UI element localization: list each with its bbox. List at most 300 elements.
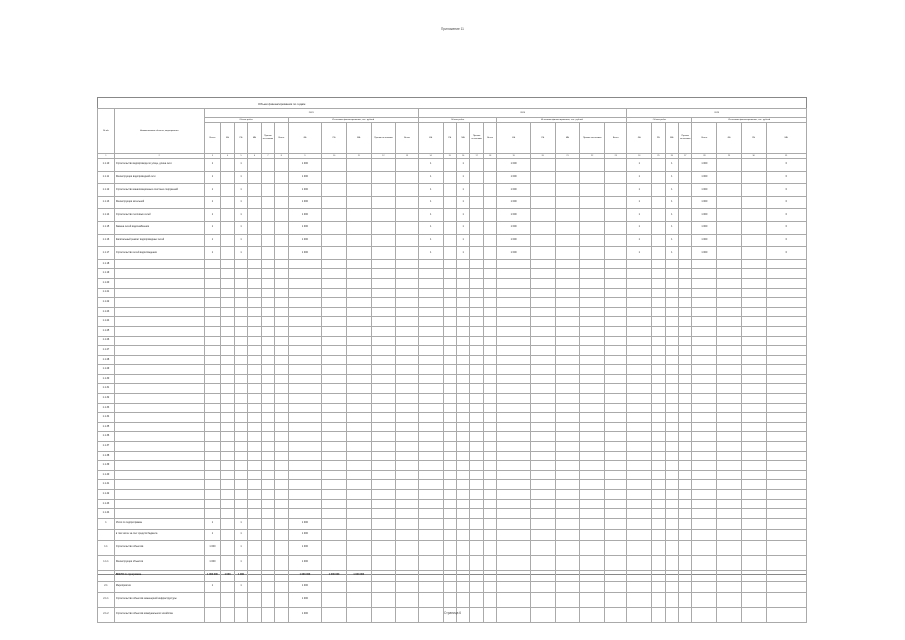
row-value <box>652 234 665 247</box>
row-value <box>717 209 742 222</box>
row-value <box>530 384 555 394</box>
row-value: 1 000 <box>497 171 531 184</box>
column-number: 19 <box>497 154 531 159</box>
row-value <box>741 384 766 394</box>
row-value <box>204 326 221 336</box>
subheader-cell: Прочие источники <box>580 123 605 154</box>
row-value <box>221 451 234 461</box>
row-code: 1.1.33 <box>98 403 115 413</box>
row-value <box>679 159 692 172</box>
row-value <box>580 451 605 461</box>
column-number: 21 <box>555 154 580 159</box>
row-value <box>443 336 456 346</box>
row-value <box>692 518 717 529</box>
row-value <box>248 422 261 432</box>
table-row <box>98 592 807 607</box>
row-value <box>555 298 580 308</box>
row-value: 1 000 <box>288 581 322 592</box>
row-value <box>652 461 665 471</box>
row-value <box>497 442 531 452</box>
row-value <box>275 540 288 555</box>
row-value <box>604 259 626 269</box>
row-value <box>346 540 371 555</box>
row-value <box>418 581 443 592</box>
row-value <box>717 317 742 327</box>
table-row <box>98 298 807 308</box>
row-value <box>456 592 469 607</box>
row-value <box>741 355 766 365</box>
table-row <box>98 490 807 500</box>
column-number: 12 <box>371 154 396 159</box>
row-value <box>679 307 692 317</box>
row-value <box>679 221 692 234</box>
row-value <box>261 518 274 529</box>
row-value: 1 <box>627 209 652 222</box>
row-value: 1 <box>456 234 469 247</box>
row-value <box>443 592 456 607</box>
row-value <box>443 499 456 509</box>
row-value <box>679 196 692 209</box>
row-value <box>346 499 371 509</box>
row-value <box>221 461 234 471</box>
row-value <box>766 451 807 461</box>
row-value <box>371 298 396 308</box>
row-value <box>221 365 234 375</box>
row-value <box>248 247 261 260</box>
row-value <box>248 307 261 317</box>
row-value <box>221 540 234 555</box>
row-value <box>248 159 261 172</box>
row-value <box>679 470 692 480</box>
row-value <box>443 540 456 555</box>
row-value <box>204 384 221 394</box>
row-value <box>483 470 496 480</box>
row-value <box>530 355 555 365</box>
row-value <box>288 317 322 327</box>
row-value <box>766 278 807 288</box>
row-value <box>580 394 605 404</box>
row-value <box>530 346 555 356</box>
row-value <box>346 384 371 394</box>
row-value <box>580 480 605 490</box>
column-number: 13 <box>396 154 419 159</box>
column-number: 7 <box>261 154 274 159</box>
row-value <box>679 518 692 529</box>
row-value <box>371 518 396 529</box>
table-row <box>98 442 807 452</box>
row-value <box>346 196 371 209</box>
row-value: 1 000 <box>692 196 717 209</box>
row-value <box>443 278 456 288</box>
row-value: 1 <box>418 196 443 209</box>
row-code <box>98 529 115 540</box>
row-value <box>443 432 456 442</box>
row-value <box>418 480 443 490</box>
row-value <box>275 509 288 519</box>
row-value <box>627 470 652 480</box>
row-value <box>652 374 665 384</box>
row-value <box>604 336 626 346</box>
row-value <box>741 540 766 555</box>
row-value <box>692 470 717 480</box>
row-value <box>580 490 605 500</box>
row-value <box>483 259 496 269</box>
row-value <box>418 384 443 394</box>
table-title: Объем финансирования по годам <box>258 102 306 106</box>
row-value <box>371 336 396 346</box>
row-value <box>530 529 555 540</box>
row-value <box>470 422 483 432</box>
row-code: 1.1.25 <box>98 326 115 336</box>
row-value: 1 000 000 <box>204 570 221 581</box>
row-value <box>530 307 555 317</box>
row-value <box>418 451 443 461</box>
row-value <box>221 317 234 327</box>
row-value <box>221 307 234 317</box>
column-number: 3 <box>204 154 221 159</box>
row-value <box>275 394 288 404</box>
row-value <box>741 509 766 519</box>
row-value <box>322 461 347 471</box>
table-row <box>98 346 807 356</box>
row-value <box>665 581 678 592</box>
row-value <box>679 184 692 197</box>
row-value <box>371 451 396 461</box>
row-value <box>371 570 396 581</box>
row-value <box>627 422 652 432</box>
subheader-cell: Прочие источники <box>371 123 396 154</box>
row-value <box>371 326 396 336</box>
row-value <box>692 403 717 413</box>
row-value <box>443 413 456 423</box>
row-value <box>371 355 396 365</box>
row-value <box>418 336 443 346</box>
row-value <box>261 346 274 356</box>
row-value <box>322 432 347 442</box>
subheader-cell: ФБ <box>418 123 443 154</box>
row-value <box>221 384 234 394</box>
row-value: 1 000 <box>497 209 531 222</box>
row-value <box>652 184 665 197</box>
row-value <box>741 247 766 260</box>
row-value <box>234 470 247 480</box>
row-value <box>483 346 496 356</box>
row-value <box>346 247 371 260</box>
row-code: 1.1.14 <box>98 209 115 222</box>
row-value <box>371 374 396 384</box>
row-code: 1.1.13 <box>98 196 115 209</box>
row-value <box>665 259 678 269</box>
row-value <box>692 581 717 592</box>
row-value <box>741 307 766 317</box>
row-value <box>396 374 419 384</box>
row-value <box>604 307 626 317</box>
row-value <box>204 259 221 269</box>
row-name <box>114 461 204 471</box>
row-value <box>530 394 555 404</box>
row-value <box>418 490 443 500</box>
row-value <box>322 159 347 172</box>
row-value <box>346 171 371 184</box>
row-value <box>483 581 496 592</box>
row-value: 1 <box>234 234 247 247</box>
row-value <box>470 346 483 356</box>
row-value <box>652 394 665 404</box>
row-value <box>275 171 288 184</box>
row-value: 1 <box>204 221 221 234</box>
row-value <box>717 570 742 581</box>
row-value <box>483 365 496 375</box>
row-value <box>555 171 580 184</box>
row-value <box>418 432 443 442</box>
table-row <box>98 529 807 540</box>
row-value <box>497 259 531 269</box>
row-value <box>717 307 742 317</box>
row-value: 1 000 <box>497 196 531 209</box>
row-value <box>555 159 580 172</box>
row-value <box>741 374 766 384</box>
row-value <box>234 480 247 490</box>
row-value <box>483 326 496 336</box>
row-value: 1 000 <box>288 518 322 529</box>
row-value <box>497 336 531 346</box>
subheader-cell: Всего <box>275 123 288 154</box>
row-value <box>483 422 496 432</box>
row-value <box>275 259 288 269</box>
header-sources: Источники финансирования, тыс. рублей <box>288 118 418 123</box>
row-value <box>234 346 247 356</box>
row-value <box>204 451 221 461</box>
row-value <box>530 326 555 336</box>
row-value <box>288 422 322 432</box>
row-value <box>741 278 766 288</box>
row-value <box>483 184 496 197</box>
row-value <box>483 171 496 184</box>
row-value <box>555 509 580 519</box>
row-value <box>371 480 396 490</box>
row-value <box>288 346 322 356</box>
row-value <box>456 570 469 581</box>
row-code: 1.1.29 <box>98 365 115 375</box>
row-value <box>483 196 496 209</box>
row-value: 1 000 <box>288 171 322 184</box>
row-value <box>443 490 456 500</box>
row-value <box>261 480 274 490</box>
row-value: 1 <box>234 171 247 184</box>
row-value <box>741 259 766 269</box>
row-value <box>322 540 347 555</box>
row-value <box>418 355 443 365</box>
column-number: 2 <box>114 154 204 159</box>
row-value <box>234 499 247 509</box>
subheader-cell: МБ <box>248 123 261 154</box>
row-value <box>221 555 234 570</box>
row-value <box>371 159 396 172</box>
row-value <box>652 581 665 592</box>
row-value <box>717 555 742 570</box>
row-value <box>717 581 742 592</box>
row-value <box>717 480 742 490</box>
row-value <box>483 159 496 172</box>
row-value <box>627 384 652 394</box>
row-value <box>371 269 396 279</box>
row-value <box>456 490 469 500</box>
row-value <box>483 278 496 288</box>
row-value: 1 000 <box>221 570 234 581</box>
row-value <box>261 269 274 279</box>
row-value <box>555 422 580 432</box>
row-value <box>396 403 419 413</box>
column-number: 14 <box>418 154 443 159</box>
row-value <box>741 159 766 172</box>
row-value <box>741 326 766 336</box>
row-value <box>692 442 717 452</box>
row-value <box>204 432 221 442</box>
row-value <box>275 307 288 317</box>
row-value <box>470 221 483 234</box>
table-row <box>98 374 807 384</box>
row-value <box>580 374 605 384</box>
row-value <box>580 326 605 336</box>
row-value <box>604 480 626 490</box>
row-value <box>204 480 221 490</box>
row-value <box>652 298 665 308</box>
row-value <box>766 490 807 500</box>
row-value <box>692 555 717 570</box>
row-value <box>396 555 419 570</box>
row-value <box>555 384 580 394</box>
table-row <box>98 470 807 480</box>
row-value <box>371 171 396 184</box>
row-value <box>679 171 692 184</box>
row-value <box>470 403 483 413</box>
row-value <box>679 355 692 365</box>
table-row <box>98 581 807 592</box>
row-value <box>396 298 419 308</box>
row-value <box>627 278 652 288</box>
row-value <box>470 529 483 540</box>
header-sources-2: Источники финансирования, тыс. рублей <box>497 118 627 123</box>
row-value <box>497 288 531 298</box>
row-value <box>275 278 288 288</box>
table-row <box>98 196 807 209</box>
row-code: 1.1.10 <box>98 159 115 172</box>
row-value <box>483 570 496 581</box>
row-name <box>114 346 204 356</box>
row-value <box>261 259 274 269</box>
row-value <box>322 592 347 607</box>
row-value <box>346 336 371 346</box>
row-value <box>692 326 717 336</box>
row-value <box>443 288 456 298</box>
row-value: 1 <box>627 247 652 260</box>
row-value <box>717 518 742 529</box>
row-value <box>396 529 419 540</box>
column-number: 20 <box>530 154 555 159</box>
row-value <box>456 288 469 298</box>
row-value <box>371 470 396 480</box>
table-row <box>98 570 807 581</box>
row-value <box>627 518 652 529</box>
row-value <box>288 298 322 308</box>
row-value: 0 <box>766 171 807 184</box>
column-number: 9 <box>288 154 322 159</box>
row-value <box>741 518 766 529</box>
row-value <box>665 298 678 308</box>
row-code: 1.1.35 <box>98 422 115 432</box>
row-value <box>483 374 496 384</box>
row-value <box>692 592 717 607</box>
row-value <box>717 384 742 394</box>
row-value <box>497 499 531 509</box>
table-row <box>98 355 807 365</box>
row-value <box>275 413 288 423</box>
row-value <box>530 509 555 519</box>
row-value <box>275 570 288 581</box>
row-value <box>692 269 717 279</box>
row-value <box>497 346 531 356</box>
row-value <box>443 247 456 260</box>
row-value <box>221 432 234 442</box>
row-value <box>456 518 469 529</box>
row-value <box>679 298 692 308</box>
row-value: 1 <box>665 209 678 222</box>
row-value <box>322 171 347 184</box>
subheader-cell: ФБ <box>627 123 652 154</box>
row-value <box>346 184 371 197</box>
row-value <box>288 384 322 394</box>
row-value: 1 000 000 <box>346 570 371 581</box>
column-number: 27 <box>679 154 692 159</box>
row-value <box>470 413 483 423</box>
row-value <box>456 374 469 384</box>
row-value <box>248 346 261 356</box>
row-code <box>98 570 115 581</box>
row-value <box>717 184 742 197</box>
row-value <box>627 592 652 607</box>
row-value <box>346 403 371 413</box>
row-code: 1.1.41 <box>98 480 115 490</box>
row-value: 0 <box>766 209 807 222</box>
row-value <box>275 518 288 529</box>
row-value <box>234 269 247 279</box>
row-value <box>371 384 396 394</box>
row-value <box>497 394 531 404</box>
row-value <box>443 196 456 209</box>
row-value <box>470 592 483 607</box>
row-value <box>604 451 626 461</box>
table-row <box>98 518 807 529</box>
row-value <box>652 442 665 452</box>
row-value <box>530 298 555 308</box>
row-value <box>275 184 288 197</box>
row-value <box>483 209 496 222</box>
row-value: 1 <box>456 171 469 184</box>
row-value <box>248 403 261 413</box>
row-value <box>418 346 443 356</box>
row-value <box>346 470 371 480</box>
row-value <box>717 159 742 172</box>
row-value <box>322 470 347 480</box>
row-value <box>604 509 626 519</box>
row-name: Реконструкция водопроводной сети <box>114 171 204 184</box>
row-value <box>346 529 371 540</box>
row-value <box>261 432 274 442</box>
row-value <box>418 403 443 413</box>
row-name <box>114 259 204 269</box>
row-value <box>679 581 692 592</box>
row-name: Строительство объектов коммунального хозяйства <box>114 607 204 622</box>
